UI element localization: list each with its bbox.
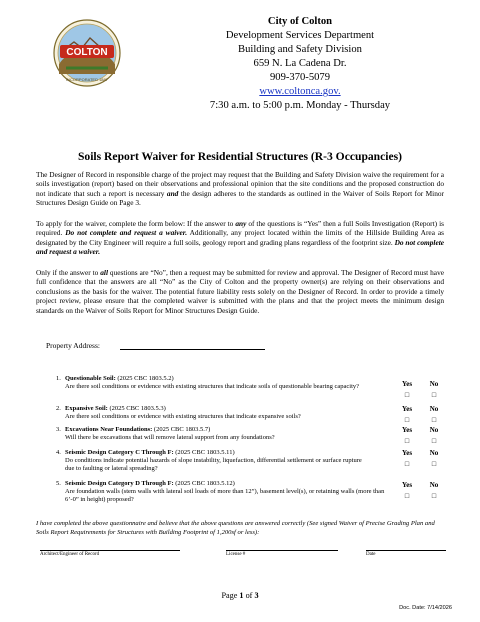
question-code: (2025 CBC 1803.5.2) [115,375,174,382]
para2-text-a: To apply for the waiver, complete the form below: If the answer to [36,219,236,228]
page-of: of [243,591,255,600]
question-title: Questionable Soil: [65,375,116,382]
question-number: 1. [56,375,61,382]
question-text: Are foundation walls (stem walls with lateral soil loads of more than 12”), basement level(s), or retaining walls (more than 6’-0” in height) proposed? [65,488,385,504]
page-number [0,591,480,600]
para1-text-b: the design adheres to the standards as outlined in the Waiver of Soils Report for Minor Structures Design Guide on Page 3. [36,188,444,208]
para2-warning-2: Do not complete and request a waiver. [36,237,444,257]
yes-label: Yes [401,426,413,434]
property-address-label: Property Address: [46,341,100,350]
question-number: 3. [56,426,61,433]
yes-label: Yes [401,449,413,457]
para3-emphasis-all: all [100,268,108,277]
question-2 [56,405,391,421]
question-5 [56,480,391,505]
conditions-paragraph [36,268,444,315]
no-label: No [429,481,439,489]
yes-checkbox[interactable]: □ [404,460,410,468]
license-label: License # [226,552,246,557]
yes-label: Yes [401,380,413,388]
no-checkbox[interactable]: □ [431,492,437,500]
department-name: Development Services Department [225,30,375,41]
yes-checkbox[interactable]: □ [404,492,410,500]
page-prefix: Page [221,591,240,600]
question-text: Do conditions indicate potential hazards of slope instability, liquefaction, differential settlement or surface rupture due to faulting or lateral spreading? [65,457,362,473]
question-code: (2025 CBC 1803.5.7) [152,426,211,433]
yes-checkbox[interactable]: □ [404,391,410,399]
city-seal-logo [52,18,122,88]
question-title: Expansive Soil: [65,405,108,412]
page-title: Soils Report Waiver for Residential Structures (R-3 Occupancies) [77,150,403,163]
architect-label: Architect/Engineer of Record [40,552,100,557]
logo-subtext: INCORPORATED 1887 [66,77,108,82]
question-1 [56,375,391,391]
question-code: (2025 CBC 1803.5.12) [173,480,235,487]
yes-label: Yes [401,405,413,413]
para2-warning-1: Do not complete and request a waiver. [65,228,188,238]
question-title: Seismic Design Category C Through F: [65,449,174,456]
question-text: Are there soil conditions or evidence with existing structures that indicate soils of questionable bearing capacity? [65,383,360,391]
date-label: Date [366,552,376,557]
yes-checkbox[interactable]: □ [404,416,410,424]
question-number: 5. [56,480,61,487]
date-field[interactable] [366,550,446,551]
license-field[interactable] [226,550,338,551]
intro-paragraph [36,170,444,208]
certification-statement: I have completed the above questionnaire and believe that the above questions are answered correctly (See signed Waiver of Precise Grading Plan and Soils Report Requirements for Structures with Building Footprint of 1,200sf or less): [36,520,435,536]
no-checkbox[interactable]: □ [431,437,437,445]
no-label: No [429,380,439,388]
no-checkbox[interactable]: □ [431,460,437,468]
question-number: 2. [56,405,61,412]
no-label: No [429,449,439,457]
no-checkbox[interactable]: □ [431,391,437,399]
para2-emphasis-any: any [235,219,247,228]
no-checkbox[interactable]: □ [431,416,437,424]
question-text: Are there soil conditions or evidence with existing structures that indicate expansive soils? [65,413,301,421]
division-name: Building and Safety Division [238,44,362,55]
question-4 [56,449,391,474]
para1-text-a: The Designer of Record in responsible charge of the project may request that the Building and Safety Division waive the requirement for a soils investigation (report) based on their observations and professional opinion that the site conditions and the proposed construction do not indicate that such a report is necessary [36,170,444,198]
page-current: 1 [239,591,244,600]
para1-emphasis-and: and [166,188,179,198]
city-name: City of Colton [267,16,333,27]
para3-text-a: Only if the answer to [36,268,101,277]
logo-text: COLTON [66,47,108,58]
office-hours: 7:30 a.m. to 5:00 p.m. Monday - Thursday [209,100,391,111]
question-code: (2025 CBC 1803.5.3) [107,405,166,412]
question-title: Excavations Near Foundations: [65,426,153,433]
para2-text-b: of the questions is “Yes” then a full Soils Investigation (Report) is required. [36,219,444,238]
question-text: Will there be excavations that will remove lateral support from any foundations? [65,434,275,442]
architect-signature-field[interactable] [40,550,180,551]
no-label: No [429,426,439,434]
property-address-field[interactable] [120,349,265,350]
header-block [150,15,450,113]
phone-number: 909-370-5079 [269,72,331,83]
document-date: Doc. Date: 7/14/2026 [399,605,452,611]
question-3 [56,426,391,442]
no-label: No [429,405,439,413]
website-link[interactable]: www.coltonca.gov. [259,86,341,97]
question-code: (2025 CBC 1803.5.11) [173,449,235,456]
para2-text-c: Additionally, any project located within the limits of the Hillside Building Area as designated by the City Engineer will require a full soils, geology report and grading plans regardless of the footprint size. [36,228,445,247]
para3-text-b: questions are “No”, then a request may be submitted for review and approval. The Designer of Record must have full confidence that the answers are all “No” as the City of Colton and the property owner(s) are relying on their observations and conclusions as the basis for the waiver. The potential future liability rests solely on the Designer of Record. In order to provide a timely project review, please ensure that the completed waiver is submitted with the plans and that the project meets the minimum design standards on the Waiver of Soils Report for Minor Structures Design Guide. [36,268,444,315]
street-address: 659 N. La Cadena Dr. [253,58,347,69]
page-total: 3 [254,591,259,600]
instructions-paragraph [36,219,444,257]
question-number: 4. [56,449,61,456]
yes-label: Yes [401,481,413,489]
yes-checkbox[interactable]: □ [404,437,410,445]
question-title: Seismic Design Category D Through F: [65,480,174,487]
